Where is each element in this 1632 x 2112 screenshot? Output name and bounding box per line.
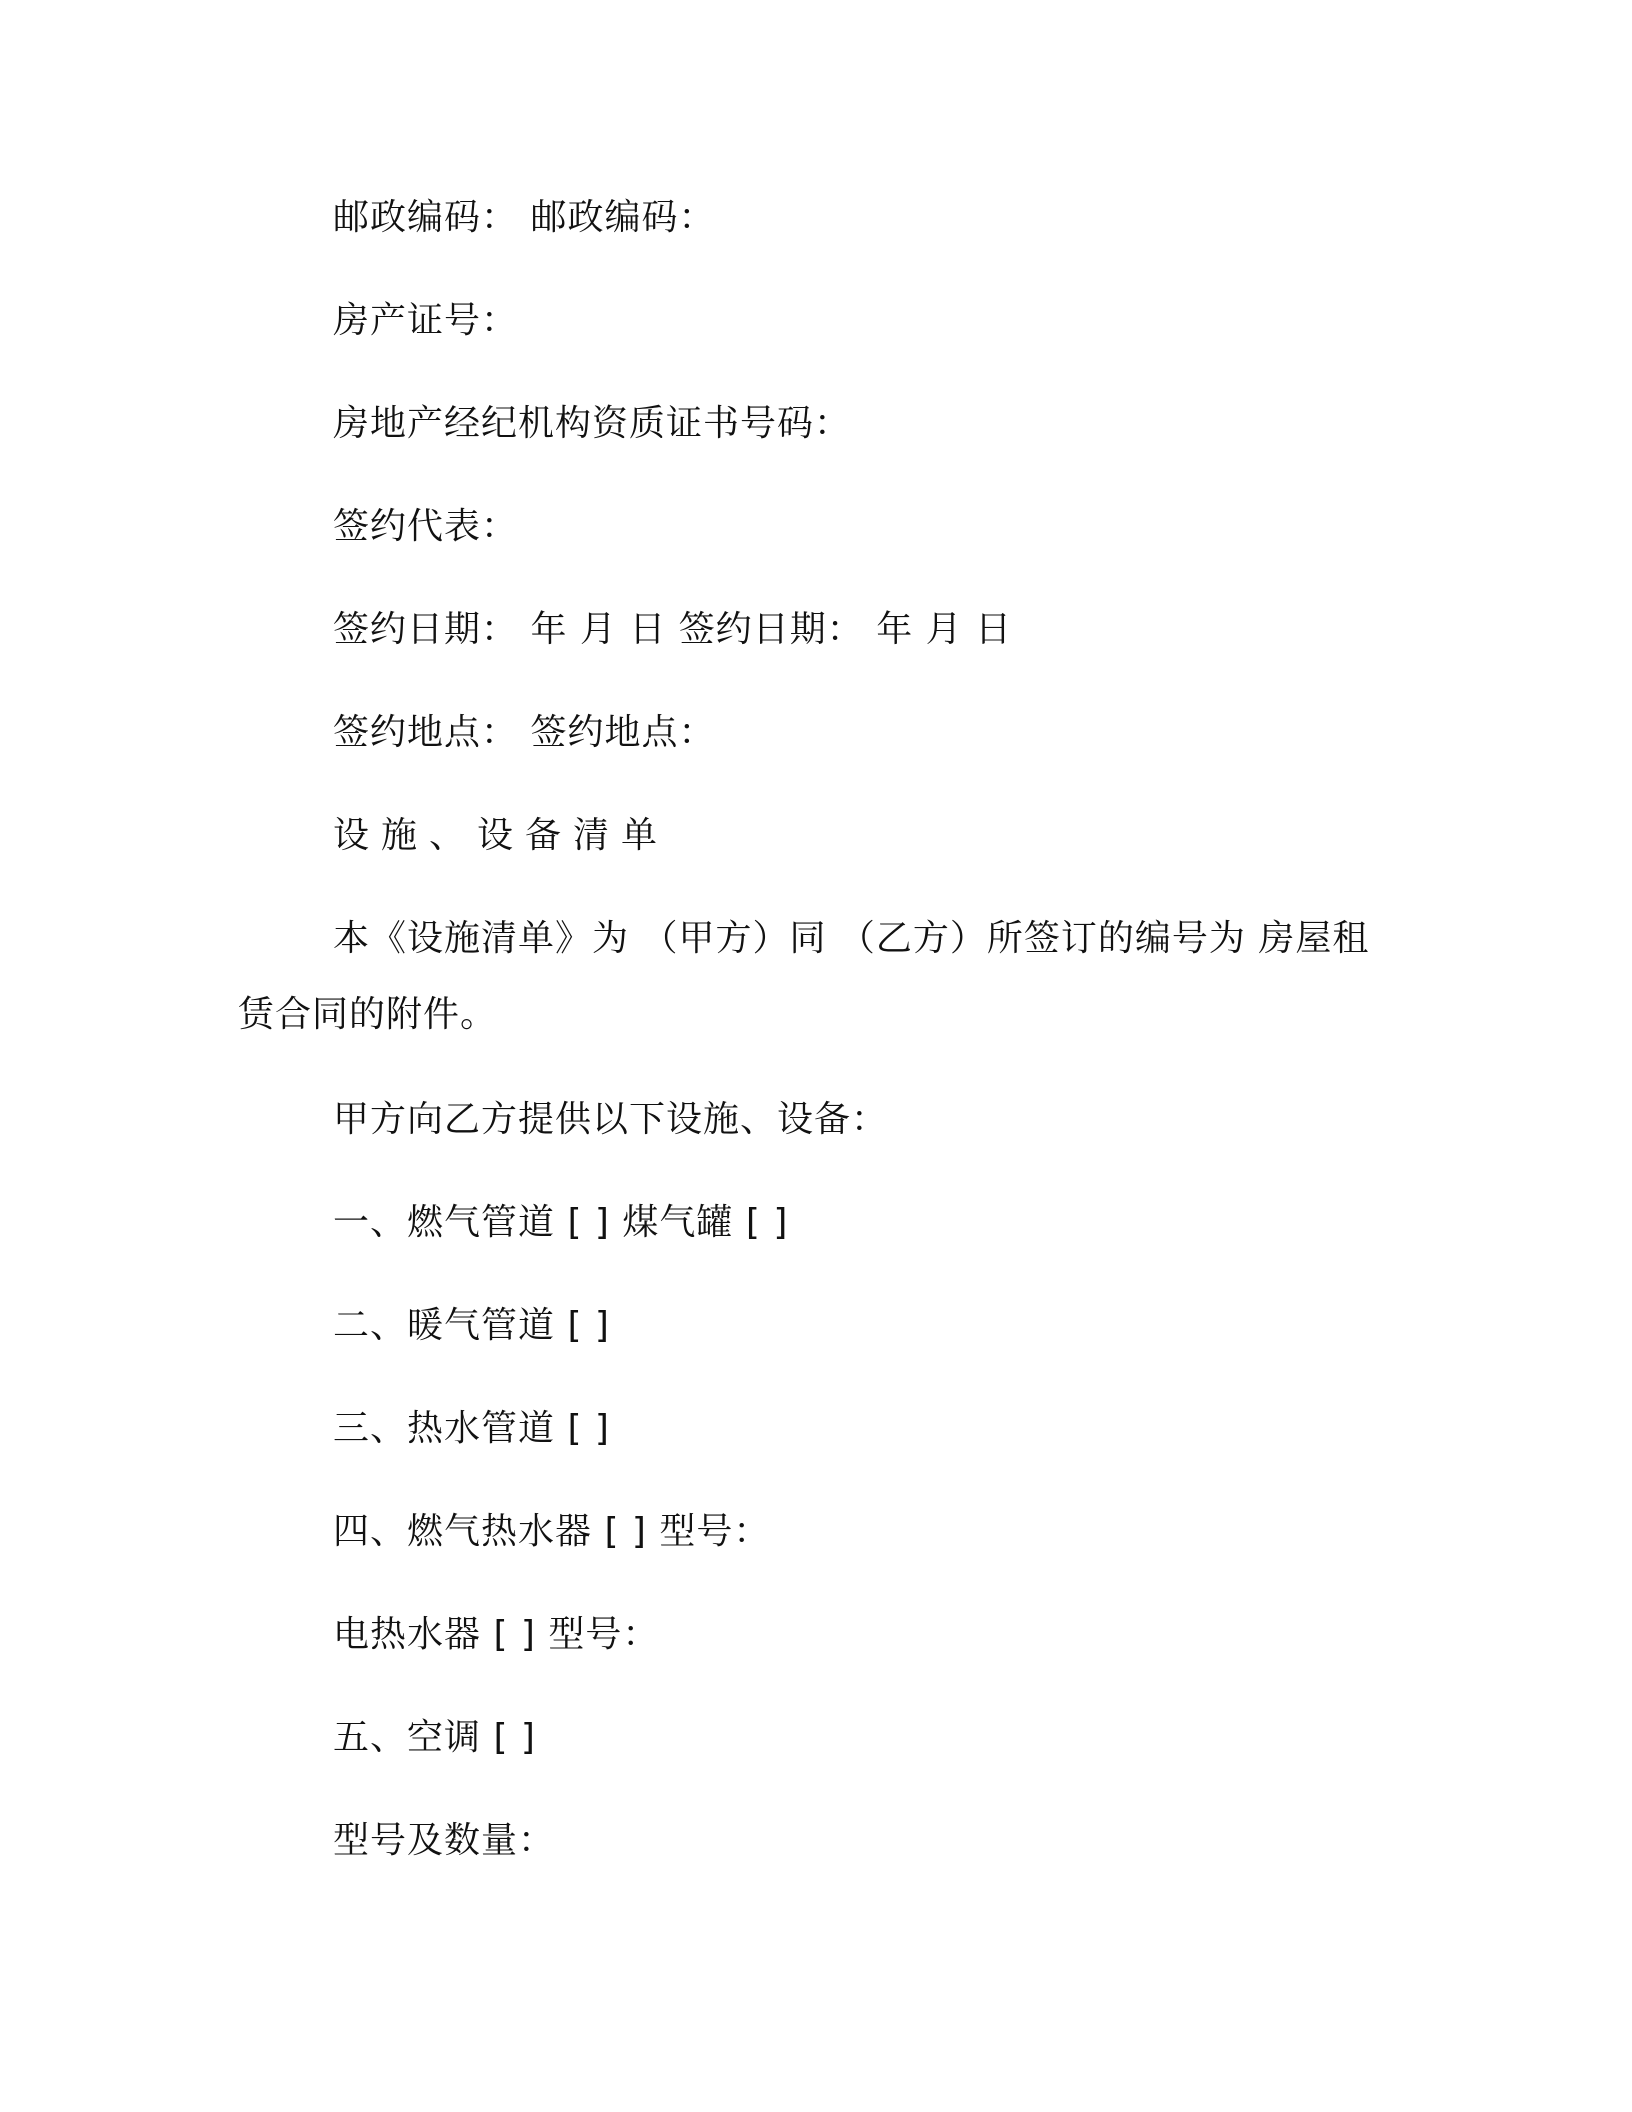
property-cert-line: 房产证号： [333,300,519,341]
list-item: 四、燃气热水器 [ ] 型号： [333,1511,771,1552]
list-item: 三、热水管道 [ ] [333,1408,610,1449]
list-item: 一、燃气管道 [ ] 煤气罐 [ ] [333,1202,789,1243]
list-intro: 甲方向乙方提供以下设施、设备： [333,1099,889,1140]
signing-rep-line: 签约代表： [333,506,519,547]
postal-code-line: 邮政编码： 邮政编码： [333,197,716,238]
paragraph-line-1: 本《设施清单》为 （甲方）同 （乙方）所签订的编号为 房屋租 [333,918,1370,959]
signing-date-line: 签约日期： 年 月 日 签约日期： 年 月 日 [333,609,1013,650]
list-item: 五、空调 [ ] [333,1717,536,1758]
agency-cert-line: 房地产经纪机构资质证书号码： [333,403,852,444]
list-item: 型号及数量： [333,1820,556,1861]
list-item: 二、暖气管道 [ ] [333,1305,610,1346]
list-item: 电热水器 [ ] 型号： [333,1614,660,1655]
section-heading: 设施、设备清单 [333,815,670,856]
signing-place-line: 签约地点： 签约地点： [333,712,716,753]
paragraph-line-2: 赁合同的附件。 [238,994,498,1035]
